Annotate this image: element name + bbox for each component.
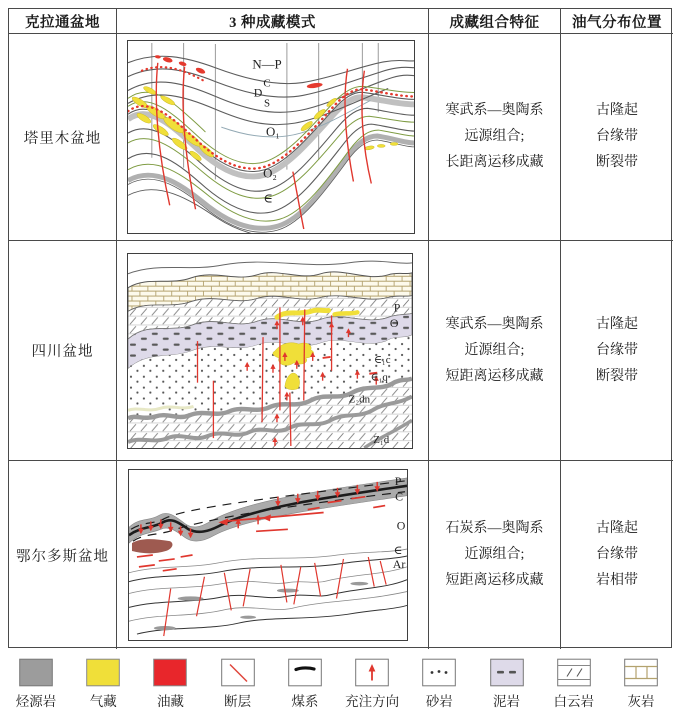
feature-line: 近源组合; bbox=[464, 342, 525, 358]
source-rock-swatch-icon bbox=[19, 658, 53, 687]
row-ordos-diagram-cell bbox=[117, 461, 429, 649]
dolomite-swatch-icon bbox=[557, 658, 591, 687]
strata-label-np: N—P bbox=[252, 57, 282, 72]
row-tarim-feature bbox=[429, 34, 561, 241]
basin-name-label: 鄂尔多斯盆地 bbox=[16, 548, 109, 565]
strata-label-s: S bbox=[263, 97, 271, 110]
basin-name-label: 四川盆地 bbox=[31, 344, 94, 360]
feature-line: 远源组合; bbox=[464, 129, 525, 144]
feature-line: 短距离运移成藏 bbox=[445, 573, 544, 588]
gray-lenses bbox=[154, 582, 368, 630]
sichuan-cross-section-svg bbox=[128, 254, 412, 448]
legend-item-charge-direction bbox=[340, 658, 404, 710]
fault-lines bbox=[164, 557, 386, 636]
gas-swatch-icon bbox=[86, 658, 120, 687]
ordos-cross-section-svg bbox=[129, 470, 407, 640]
legend-item-source-rock bbox=[4, 658, 68, 710]
legend-label: 油藏 bbox=[156, 694, 184, 709]
legend-item-coal bbox=[273, 658, 337, 710]
header-models-label: 3 种成藏模式 bbox=[229, 14, 316, 31]
position-line: 台缘带 bbox=[596, 129, 638, 144]
sichuan-cross-section bbox=[127, 253, 413, 449]
row-sichuan-diagram-cell bbox=[117, 241, 429, 461]
position-line: 断裂带 bbox=[596, 155, 638, 170]
header-position bbox=[561, 9, 673, 34]
legend-item-dolomite bbox=[542, 658, 606, 710]
strata-label-o1: O₁ bbox=[266, 125, 280, 140]
strata-label-o2: O₂ bbox=[263, 166, 277, 181]
strata-label-d: D bbox=[253, 85, 263, 100]
feature-line: 近源组合; bbox=[464, 547, 525, 562]
position-line: 断裂带 bbox=[596, 368, 638, 384]
legend-label: 泥岩 bbox=[493, 694, 521, 709]
tarim-cross-section-svg bbox=[128, 41, 414, 233]
feature-line: 短距离运移成藏 bbox=[445, 368, 544, 384]
coal-swatch-icon bbox=[288, 658, 322, 687]
row-sichuan-feature bbox=[429, 241, 561, 461]
basin-name-label: 塔里木盆地 bbox=[23, 130, 102, 147]
strata-label-cambrian: ∈ bbox=[263, 191, 273, 206]
legend-label: 断层 bbox=[224, 694, 252, 709]
strata-label-o: O bbox=[389, 316, 399, 331]
strata-label-o: O bbox=[396, 518, 406, 533]
basin-model-table bbox=[8, 8, 672, 648]
header-feature bbox=[429, 9, 561, 34]
row-sichuan-basin-name bbox=[9, 241, 117, 461]
oil-swatch-icon bbox=[153, 658, 187, 687]
feature-line: 寒武系—奥陶系 bbox=[445, 316, 544, 332]
legend-label: 充注方向 bbox=[345, 694, 400, 709]
tarim-cross-section bbox=[127, 40, 415, 234]
legend-label: 砂岩 bbox=[425, 694, 453, 709]
strata-label-c: C bbox=[263, 77, 271, 90]
strata-label-p: P bbox=[393, 300, 401, 315]
charge-direction-swatch-icon bbox=[355, 658, 389, 687]
strata-label-p: P bbox=[394, 473, 402, 488]
position-line: 古隆起 bbox=[596, 316, 638, 332]
legend-item-gas bbox=[71, 658, 135, 710]
row-ordos-feature bbox=[429, 461, 561, 649]
legend-label: 灰岩 bbox=[627, 694, 655, 709]
legend-item-fault bbox=[206, 658, 270, 710]
position-line: 古隆起 bbox=[596, 103, 638, 118]
legend-label: 煤系 bbox=[291, 694, 319, 709]
ordos-cross-section bbox=[128, 469, 408, 641]
position-line: 台缘带 bbox=[596, 547, 638, 562]
row-tarim-basin-name bbox=[9, 34, 117, 241]
legend-label: 烃源岩 bbox=[15, 694, 57, 709]
header-feature-label: 成藏组合特征 bbox=[449, 14, 540, 31]
sandstone-swatch-icon bbox=[422, 658, 456, 687]
strata-label-e1q: ∈₁q bbox=[370, 371, 388, 384]
legend-item-mudstone bbox=[475, 658, 539, 710]
legend-label: 白云岩 bbox=[553, 694, 594, 709]
limestone-swatch-icon bbox=[624, 658, 658, 687]
fault-swatch-icon bbox=[221, 658, 255, 687]
strata-label-z2dn: Z₂dn bbox=[348, 393, 371, 406]
position-line: 岩相带 bbox=[596, 573, 638, 588]
feature-line: 长距离运移成藏 bbox=[445, 155, 544, 170]
header-basin-label: 克拉通盆地 bbox=[25, 14, 100, 31]
legend-label: 气藏 bbox=[89, 694, 117, 709]
row-ordos-position bbox=[561, 461, 673, 649]
legend-item-oil bbox=[138, 658, 202, 710]
strata-label-cambrian: ∈ bbox=[393, 543, 403, 558]
row-ordos-basin-name bbox=[9, 461, 117, 649]
legend-item-sandstone bbox=[407, 658, 471, 710]
legend bbox=[4, 658, 673, 710]
row-tarim-position bbox=[561, 34, 673, 241]
strata-label-e1c: ∈₁c bbox=[373, 353, 391, 366]
header-position-label: 油气分布位置 bbox=[572, 14, 662, 31]
header-basin bbox=[9, 9, 117, 34]
mudstone-swatch-icon bbox=[490, 658, 524, 687]
feature-line: 寒武系—奥陶系 bbox=[445, 103, 544, 118]
position-line: 古隆起 bbox=[596, 521, 638, 536]
layer-lines bbox=[128, 56, 414, 233]
strata-label-c: C bbox=[395, 489, 404, 504]
strata-label-ar: Ar bbox=[392, 556, 406, 571]
oil-patch bbox=[132, 539, 172, 553]
strata-label-z1d: Z₁d bbox=[373, 434, 390, 447]
legend-item-limestone bbox=[609, 658, 673, 710]
row-sichuan-position bbox=[561, 241, 673, 461]
row-tarim-diagram-cell bbox=[117, 34, 429, 241]
top-surface-line bbox=[128, 261, 412, 274]
header-models bbox=[117, 9, 429, 34]
position-line: 台缘带 bbox=[596, 342, 638, 358]
feature-line: 石炭系—奥陶系 bbox=[445, 521, 544, 536]
